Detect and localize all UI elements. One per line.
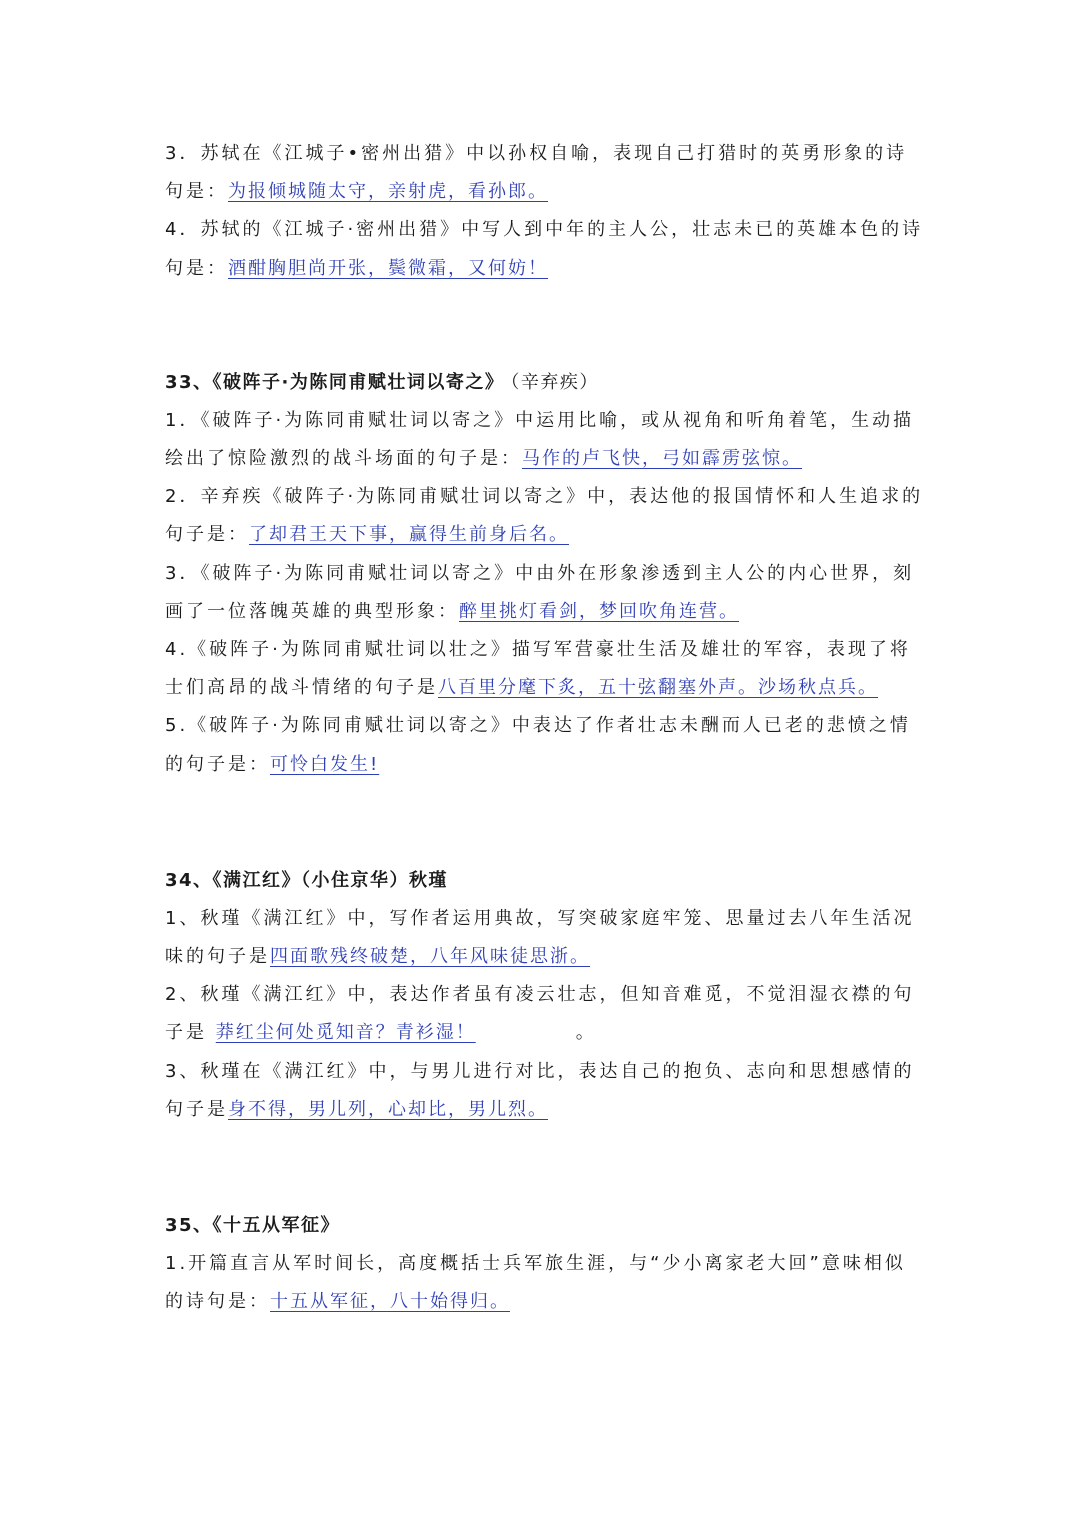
question-text: 2、秋瑾《满江红》中，表达作者虽有凌云壮志，但知音难觅，不觉泪湿衣襟的句子是 xyxy=(165,984,915,1044)
answer-text: 马作的卢飞快，弓如霹雳弦惊。 xyxy=(522,448,802,470)
answer-text: 了却君王天下事，赢得生前身后名。 xyxy=(249,524,569,546)
list-item xyxy=(165,135,925,211)
answer-text: 可怜白发生! xyxy=(270,753,380,775)
section-manjianghong xyxy=(165,862,925,1129)
section-title: 34、《满江红》（小住京华）秋瑾 xyxy=(165,869,449,891)
answer-text: 酒酣胸胆尚开张，鬓微霜，又何妨！ xyxy=(228,257,548,279)
answer-text: 身不得，男儿列，心却比，男儿烈。 xyxy=(228,1098,548,1120)
section-author: （辛弃疾） xyxy=(510,371,599,393)
answer-text: 八百里分麾下炙，五十弦翻塞外声。沙场秋点兵。 xyxy=(438,677,878,699)
answer-text: 十五从军征，八十始得归。 xyxy=(270,1291,510,1313)
list-item xyxy=(165,900,925,976)
section-heading xyxy=(165,1207,925,1245)
list-item xyxy=(165,211,925,287)
list-item xyxy=(165,402,925,478)
section-jiangchengzi xyxy=(165,135,925,288)
question-text: 2．辛弃疾《破阵子·为陈同甫赋壮词以寄之》中，表达他的报国情怀和人生追求的句子是： xyxy=(165,486,924,546)
answer-text: 四面歌残终破楚，八年风味徒思浙。 xyxy=(270,946,590,968)
list-item xyxy=(165,707,925,783)
question-text: 3、秋瑾在《满江红》中，与男儿进行对比，表达自己的抱负、志向和思想感情的句子是 xyxy=(165,1060,915,1120)
question-text: 4.《破阵子·为陈同甫赋壮词以壮之》描写军营豪壮生活及雄壮的军容，表现了将士们高昂的战斗情绪的句子是 xyxy=(165,639,911,699)
section-title: 35、《十五从军征》 xyxy=(165,1215,341,1237)
section-heading xyxy=(165,862,925,900)
question-tail: 。 xyxy=(575,1022,597,1044)
question-text: 1.开篇直言从军时间长，高度概括士兵军旅生涯，与“少小离家老大回”意味相似的诗句是： xyxy=(165,1253,906,1313)
question-text: 1．《破阵子·为陈同甫赋壮词以寄之》中运用比喻，或从视角和听角着笔，生动描绘出了惊险激烈的战斗场面的句子是： xyxy=(165,409,915,470)
document-page xyxy=(165,135,925,1321)
section-shiwucongjunzheng xyxy=(165,1207,925,1321)
list-item xyxy=(165,555,925,631)
answer-text: 为报倾城随太守，亲射虎，看孙郎。 xyxy=(228,181,548,203)
list-item xyxy=(165,631,925,707)
question-text: 3．《破阵子·为陈同甫赋壮词以寄之》中由外在形象渗透到主人公的内心世界，刻画了一位落魄英雄的典型形象： xyxy=(165,562,915,622)
list-item xyxy=(165,1053,925,1129)
answer-text: 莽红尘何处觅知音？青衫湿！ xyxy=(215,1022,476,1044)
question-text: 4．苏轼的《江城子·密州出猎》中写人到中年的主人公，壮志未已的英雄本色的诗句是： xyxy=(165,219,924,279)
answer-text: 醉里挑灯看剑，梦回吹角连营。 xyxy=(459,600,739,622)
question-text: 3．苏轼在《江城子•密州出猎》中以孙权自喻，表现自己打猎时的英勇形象的诗句是： xyxy=(165,143,908,203)
section-title: 33、《破阵子·为陈同甫赋壮词以寄之》 xyxy=(165,371,505,393)
list-item xyxy=(165,976,925,1052)
question-text: 1、秋瑾《满江红》中，写作者运用典故，写突破家庭牢笼、思量过去八年生活况味的句子是 xyxy=(165,907,915,968)
list-item xyxy=(165,478,925,554)
section-pozhenzi xyxy=(165,364,925,784)
list-item xyxy=(165,1245,925,1321)
question-text: 5.《破阵子·为陈同甫赋壮词以寄之》中表达了作者壮志未酬而人已老的悲愤之情的句子是： xyxy=(165,715,911,775)
section-heading xyxy=(165,364,925,402)
